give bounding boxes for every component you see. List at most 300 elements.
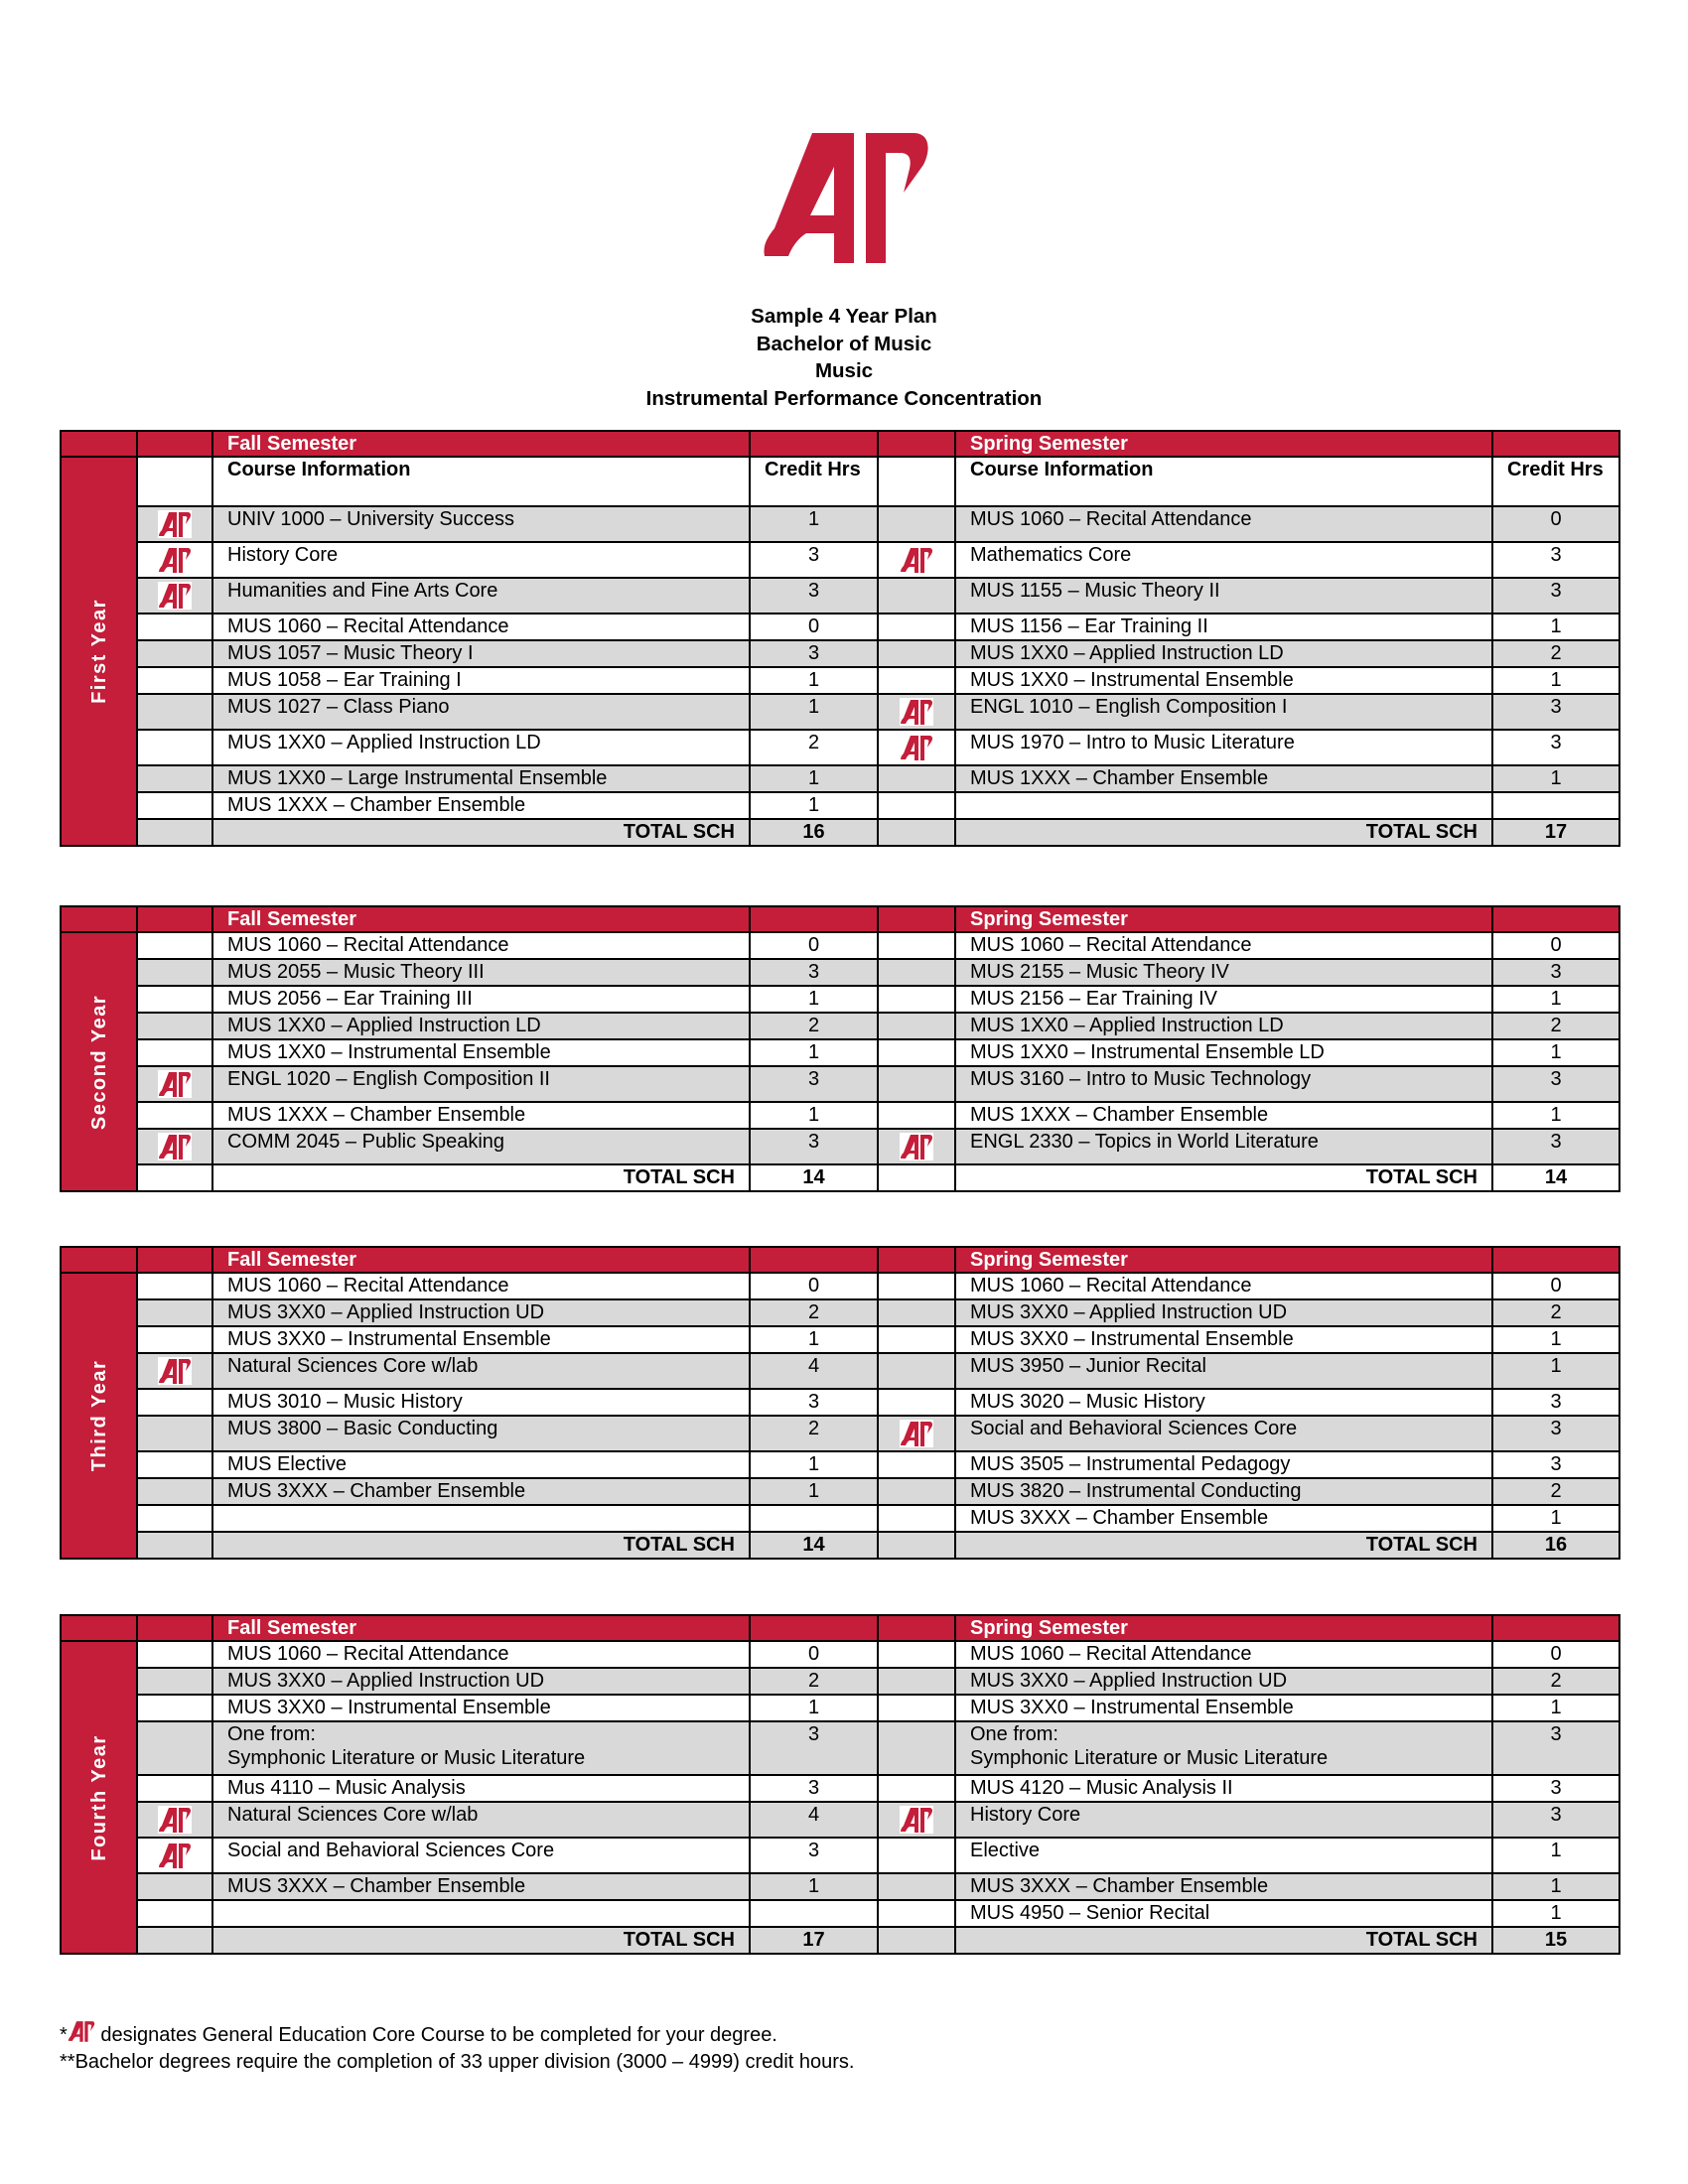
spring-course-credits: 3	[1492, 1775, 1619, 1802]
spring-course-name: MUS 1XX0 – Applied Instruction LD	[955, 640, 1492, 667]
fall-core-indicator-cell	[137, 578, 212, 614]
fall-course-name: MUS 1XX0 – Large Instrumental Ensemble	[212, 765, 750, 792]
fall-course-info-header: Course Information	[212, 457, 750, 506]
spring-course-name: ENGL 1010 – English Composition I	[955, 694, 1492, 730]
fall-total-credits: 14	[750, 1164, 878, 1191]
spring-core-indicator-cell	[878, 1641, 955, 1668]
spring-course-name: MUS 1970 – Intro to Music Literature	[955, 730, 1492, 765]
spring-course-name: MUS 1060 – Recital Attendance	[955, 1273, 1492, 1299]
fall-core-indicator-cell	[137, 1775, 212, 1802]
spring-course-name: MUS 3XXX – Chamber Ensemble	[955, 1873, 1492, 1900]
course-row	[61, 542, 1619, 578]
course-row	[61, 765, 1619, 792]
fall-icon-col-header	[137, 457, 212, 506]
spring-core-indicator-cell	[878, 1039, 955, 1066]
fall-credit-header-cell	[750, 1247, 878, 1273]
spring-course-credits: 3	[1492, 730, 1619, 765]
fall-core-indicator-cell	[137, 640, 212, 667]
fall-total-credits: 14	[750, 1532, 878, 1559]
fall-course-name: MUS 1058 – Ear Training I	[212, 667, 750, 694]
fall-course-name: MUS 3800 – Basic Conducting	[212, 1416, 750, 1451]
spring-core-indicator-cell	[878, 1273, 955, 1299]
ap-core-icon	[158, 1842, 192, 1869]
ap-core-icon	[158, 546, 192, 574]
fall-course-credits: 0	[750, 1641, 878, 1668]
course-row	[61, 1838, 1619, 1873]
spring-course-name: Social and Behavioral Sciences Core	[955, 1416, 1492, 1451]
fall-core-indicator-cell	[137, 1695, 212, 1721]
ap-core-icon	[900, 1806, 933, 1834]
course-row	[61, 730, 1619, 765]
spring-total-label: TOTAL SCH	[955, 1164, 1492, 1191]
course-row	[61, 1721, 1619, 1775]
footnote-core-text: designates General Education Core Course to be completed for your degree.	[94, 2024, 777, 2046]
fall-course-name: MUS 1060 – Recital Attendance	[212, 1273, 750, 1299]
fall-course-name: MUS 1060 – Recital Attendance	[212, 614, 750, 640]
course-row	[61, 694, 1619, 730]
fall-core-indicator-cell	[137, 694, 212, 730]
spring-course-name: MUS 3XX0 – Instrumental Ensemble	[955, 1326, 1492, 1353]
year-table-4	[60, 1614, 1620, 1955]
fall-core-indicator-cell	[137, 1039, 212, 1066]
spring-semester-title: Spring Semester	[955, 431, 1492, 457]
spring-course-name: MUS 4120 – Music Analysis II	[955, 1775, 1492, 1802]
total-row	[61, 819, 1619, 846]
course-name-line-1: One from:	[227, 1723, 316, 1745]
fall-total-icon-cell	[137, 1532, 212, 1559]
fall-semester-title: Fall Semester	[212, 1247, 750, 1273]
course-row	[61, 1299, 1619, 1326]
spring-course-credits: 3	[1492, 1802, 1619, 1838]
spring-course-credits: 1	[1492, 986, 1619, 1013]
fall-course-credits: 1	[750, 1451, 878, 1478]
fall-core-indicator-cell	[137, 1102, 212, 1129]
spring-core-indicator-cell	[878, 1478, 955, 1505]
spring-total-label: TOTAL SCH	[955, 819, 1492, 846]
spring-total-credits: 17	[1492, 819, 1619, 846]
spring-core-indicator-cell	[878, 986, 955, 1013]
fall-course-name: MUS 1XXX – Chamber Ensemble	[212, 1102, 750, 1129]
total-row	[61, 1164, 1619, 1191]
document-title-block	[0, 303, 1688, 412]
spring-course-name: MUS 3820 – Instrumental Conducting	[955, 1478, 1492, 1505]
ap-core-icon	[158, 1070, 192, 1098]
spring-course-name: MUS 1155 – Music Theory II	[955, 578, 1492, 614]
spring-course-name: MUS 3XX0 – Applied Instruction UD	[955, 1299, 1492, 1326]
fall-total-icon-cell	[137, 1927, 212, 1954]
spring-total-icon-cell	[878, 1164, 955, 1191]
fall-course-credits	[750, 1900, 878, 1927]
course-row	[61, 1668, 1619, 1695]
spring-course-name: MUS 3XX0 – Applied Instruction UD	[955, 1668, 1492, 1695]
spring-course-credits: 1	[1492, 1102, 1619, 1129]
spring-total-label: TOTAL SCH	[955, 1927, 1492, 1954]
fall-core-indicator-cell	[137, 1326, 212, 1353]
fall-course-name: MUS 3XX0 – Applied Instruction UD	[212, 1668, 750, 1695]
footnote-upper-division: **Bachelor degrees require the completion of 33 upper division (3000 – 4999) credit hours.	[60, 2051, 855, 2073]
fall-icon-header-cell	[137, 906, 212, 932]
spring-credit-header-cell	[1492, 906, 1619, 932]
year-header-cell	[61, 1247, 137, 1273]
course-row	[61, 1900, 1619, 1927]
spring-course-name: MUS 3020 – Music History	[955, 1389, 1492, 1416]
spring-course-credits: 2	[1492, 1478, 1619, 1505]
fall-core-indicator-cell	[137, 1299, 212, 1326]
fall-core-indicator-cell	[137, 1900, 212, 1927]
spring-core-indicator-cell	[878, 730, 955, 765]
fall-course-name: Social and Behavioral Sciences Core	[212, 1838, 750, 1873]
fall-course-credits: 2	[750, 730, 878, 765]
ap-core-icon	[158, 1357, 192, 1385]
spring-core-indicator-cell	[878, 1451, 955, 1478]
spring-course-name: ENGL 2330 – Topics in World Literature	[955, 1129, 1492, 1164]
course-row	[61, 986, 1619, 1013]
spring-course-credits: 0	[1492, 932, 1619, 959]
fall-core-indicator-cell	[137, 667, 212, 694]
fall-core-indicator-cell	[137, 1478, 212, 1505]
fall-course-credits: 2	[750, 1416, 878, 1451]
fall-course-name	[212, 1721, 750, 1775]
spring-core-indicator-cell	[878, 1129, 955, 1164]
fall-core-indicator-cell	[137, 959, 212, 986]
fall-course-credits: 1	[750, 792, 878, 819]
spring-course-credits: 0	[1492, 506, 1619, 542]
fall-course-name: MUS 1XX0 – Applied Instruction LD	[212, 730, 750, 765]
fall-core-indicator-cell	[137, 1838, 212, 1873]
spring-course-name: MUS 3XXX – Chamber Ensemble	[955, 1505, 1492, 1532]
fall-course-name: MUS 3XX0 – Applied Instruction UD	[212, 1299, 750, 1326]
fall-course-credits: 1	[750, 667, 878, 694]
spring-course-name: Elective	[955, 1838, 1492, 1873]
total-row	[61, 1532, 1619, 1559]
spring-course-name: MUS 3160 – Intro to Music Technology	[955, 1066, 1492, 1102]
course-row	[61, 1695, 1619, 1721]
spring-core-indicator-cell	[878, 614, 955, 640]
course-row	[61, 1802, 1619, 1838]
spring-total-icon-cell	[878, 819, 955, 846]
fall-course-credits: 0	[750, 614, 878, 640]
fall-total-credits: 16	[750, 819, 878, 846]
spring-icon-header-cell	[878, 1615, 955, 1641]
spring-course-credits: 1	[1492, 1505, 1619, 1532]
spring-total-credits: 16	[1492, 1532, 1619, 1559]
spring-total-icon-cell	[878, 1532, 955, 1559]
fall-course-name: Natural Sciences Core w/lab	[212, 1802, 750, 1838]
spring-core-indicator-cell	[878, 506, 955, 542]
fall-core-indicator-cell	[137, 730, 212, 765]
fall-course-name: MUS 1060 – Recital Attendance	[212, 932, 750, 959]
spring-course-credits: 1	[1492, 1695, 1619, 1721]
fall-total-label: TOTAL SCH	[212, 819, 750, 846]
spring-core-indicator-cell	[878, 1299, 955, 1326]
spring-credit-hrs-header: Credit Hrs	[1492, 457, 1619, 506]
course-row	[61, 667, 1619, 694]
fall-core-indicator-cell	[137, 506, 212, 542]
fall-course-credits: 0	[750, 1273, 878, 1299]
spring-core-indicator-cell	[878, 694, 955, 730]
fall-course-name: COMM 2045 – Public Speaking	[212, 1129, 750, 1164]
fall-course-credits: 1	[750, 986, 878, 1013]
spring-course-credits: 1	[1492, 614, 1619, 640]
spring-credit-header-cell	[1492, 1615, 1619, 1641]
fall-course-credits: 4	[750, 1802, 878, 1838]
spring-course-credits: 1	[1492, 1900, 1619, 1927]
fall-course-name: MUS 1027 – Class Piano	[212, 694, 750, 730]
fall-course-name: Humanities and Fine Arts Core	[212, 578, 750, 614]
ap-core-icon	[900, 546, 933, 574]
fall-course-credits: 1	[750, 1102, 878, 1129]
year-header-cell	[61, 1615, 137, 1641]
fall-core-indicator-cell	[137, 1505, 212, 1532]
fall-course-credits: 3	[750, 1838, 878, 1873]
fall-course-credits: 1	[750, 694, 878, 730]
spring-course-credits: 3	[1492, 1389, 1619, 1416]
footnote-asterisk: *	[60, 2024, 68, 2046]
spring-core-indicator-cell	[878, 640, 955, 667]
spring-core-indicator-cell	[878, 1353, 955, 1389]
year-table-1	[60, 430, 1620, 847]
fall-course-credits: 3	[750, 1066, 878, 1102]
spring-course-credits: 1	[1492, 1326, 1619, 1353]
fall-course-name	[212, 1900, 750, 1927]
title-line-2: Bachelor of Music	[756, 332, 932, 355]
fall-core-indicator-cell	[137, 1668, 212, 1695]
course-row	[61, 932, 1619, 959]
spring-credit-header-cell	[1492, 431, 1619, 457]
fall-course-credits: 1	[750, 1695, 878, 1721]
course-row	[61, 1102, 1619, 1129]
fall-course-name: MUS 2055 – Music Theory III	[212, 959, 750, 986]
fall-total-label: TOTAL SCH	[212, 1927, 750, 1954]
spring-course-credits: 3	[1492, 1066, 1619, 1102]
fall-course-name: MUS 3XX0 – Instrumental Ensemble	[212, 1695, 750, 1721]
fall-total-label: TOTAL SCH	[212, 1532, 750, 1559]
fall-core-indicator-cell	[137, 932, 212, 959]
fall-core-indicator-cell	[137, 1129, 212, 1164]
fall-course-credits: 3	[750, 1389, 878, 1416]
year-label-cell	[61, 457, 137, 846]
ap-core-icon	[900, 1420, 933, 1447]
fall-course-name: ENGL 1020 – English Composition II	[212, 1066, 750, 1102]
fall-course-credits: 1	[750, 1873, 878, 1900]
ap-core-icon	[158, 582, 192, 610]
course-row	[61, 1873, 1619, 1900]
course-name-line-1: One from:	[970, 1723, 1058, 1745]
spring-core-indicator-cell	[878, 1721, 955, 1775]
year-label-cell	[61, 1273, 137, 1559]
spring-icon-col-header	[878, 457, 955, 506]
spring-course-name: MUS 1060 – Recital Attendance	[955, 1641, 1492, 1668]
fall-core-indicator-cell	[137, 1389, 212, 1416]
spring-icon-header-cell	[878, 906, 955, 932]
fall-course-name: MUS 3XXX – Chamber Ensemble	[212, 1873, 750, 1900]
fall-course-credits: 3	[750, 578, 878, 614]
fall-course-name: MUS 3XXX – Chamber Ensemble	[212, 1478, 750, 1505]
course-row	[61, 959, 1619, 986]
course-row	[61, 1273, 1619, 1299]
ap-core-icon	[158, 1133, 192, 1160]
spring-course-credits: 3	[1492, 1451, 1619, 1478]
spring-course-credits: 2	[1492, 1013, 1619, 1039]
spring-course-credits: 1	[1492, 667, 1619, 694]
fall-total-label: TOTAL SCH	[212, 1164, 750, 1191]
spring-total-credits: 14	[1492, 1164, 1619, 1191]
fall-icon-header-cell	[137, 1615, 212, 1641]
spring-core-indicator-cell	[878, 765, 955, 792]
year-label: Second Year	[87, 994, 110, 1130]
spring-course-credits: 1	[1492, 1353, 1619, 1389]
year-table-2	[60, 905, 1620, 1192]
fall-course-credits: 1	[750, 1478, 878, 1505]
spring-total-icon-cell	[878, 1927, 955, 1954]
spring-course-name: Mathematics Core	[955, 542, 1492, 578]
spring-course-credits: 3	[1492, 578, 1619, 614]
ap-logo-icon	[755, 119, 933, 263]
spring-total-credits: 15	[1492, 1927, 1619, 1954]
fall-core-indicator-cell	[137, 1802, 212, 1838]
fall-total-icon-cell	[137, 819, 212, 846]
fall-core-indicator-cell	[137, 614, 212, 640]
course-row	[61, 578, 1619, 614]
spring-course-name: MUS 2155 – Music Theory IV	[955, 959, 1492, 986]
ap-core-icon	[158, 1806, 192, 1834]
spring-core-indicator-cell	[878, 1838, 955, 1873]
spring-course-credits: 2	[1492, 1299, 1619, 1326]
spring-course-credits: 2	[1492, 640, 1619, 667]
fall-credit-hrs-header: Credit Hrs	[750, 457, 878, 506]
spring-icon-header-cell	[878, 1247, 955, 1273]
course-row	[61, 1389, 1619, 1416]
spring-course-credits: 3	[1492, 1416, 1619, 1451]
course-row	[61, 640, 1619, 667]
fall-course-credits: 0	[750, 932, 878, 959]
course-row	[61, 792, 1619, 819]
fall-course-name: History Core	[212, 542, 750, 578]
footnote-core	[60, 2019, 855, 2049]
spring-core-indicator-cell	[878, 1873, 955, 1900]
ap-core-icon	[900, 734, 933, 761]
semester-header-row	[61, 1247, 1619, 1273]
fall-core-indicator-cell	[137, 1013, 212, 1039]
title-line-1: Sample 4 Year Plan	[751, 305, 937, 328]
spring-core-indicator-cell	[878, 1505, 955, 1532]
spring-course-name	[955, 792, 1492, 819]
spring-course-credits: 3	[1492, 694, 1619, 730]
course-row	[61, 1505, 1619, 1532]
course-row	[61, 1775, 1619, 1802]
fall-credit-header-cell	[750, 431, 878, 457]
course-row	[61, 1641, 1619, 1668]
spring-core-indicator-cell	[878, 1802, 955, 1838]
spring-course-name: MUS 1XX0 – Applied Instruction LD	[955, 1013, 1492, 1039]
course-name-line-2: Symphonic Literature or Music Literature	[227, 1747, 586, 1769]
apsu-logo	[755, 119, 933, 263]
semester-header-row	[61, 906, 1619, 932]
spring-credit-header-cell	[1492, 1247, 1619, 1273]
spring-course-name: MUS 1XXX – Chamber Ensemble	[955, 1102, 1492, 1129]
spring-icon-header-cell	[878, 431, 955, 457]
ap-core-icon	[68, 2019, 95, 2043]
course-row	[61, 1416, 1619, 1451]
spring-course-name: MUS 1060 – Recital Attendance	[955, 932, 1492, 959]
column-header-row	[61, 457, 1619, 506]
course-row	[61, 1478, 1619, 1505]
footnotes	[60, 2019, 855, 2076]
fall-core-indicator-cell	[137, 1416, 212, 1451]
fall-course-name: MUS 1XX0 – Applied Instruction LD	[212, 1013, 750, 1039]
fall-course-credits: 3	[750, 1129, 878, 1164]
year-header-cell	[61, 906, 137, 932]
fall-course-name: MUS 1057 – Music Theory I	[212, 640, 750, 667]
fall-course-credits	[750, 1505, 878, 1532]
fall-course-name: Mus 4110 – Music Analysis	[212, 1775, 750, 1802]
total-row	[61, 1927, 1619, 1954]
spring-course-credits: 3	[1492, 542, 1619, 578]
spring-course-name: MUS 1060 – Recital Attendance	[955, 506, 1492, 542]
fall-course-name: MUS 3XX0 – Instrumental Ensemble	[212, 1326, 750, 1353]
semester-header-row	[61, 1615, 1619, 1641]
course-row	[61, 1066, 1619, 1102]
fall-core-indicator-cell	[137, 542, 212, 578]
spring-core-indicator-cell	[878, 1326, 955, 1353]
fall-core-indicator-cell	[137, 1353, 212, 1389]
year-header-cell	[61, 431, 137, 457]
ap-core-icon	[158, 510, 192, 538]
fall-core-indicator-cell	[137, 1721, 212, 1775]
spring-core-indicator-cell	[878, 1102, 955, 1129]
spring-course-credits	[1492, 792, 1619, 819]
course-row	[61, 614, 1619, 640]
fall-course-name: MUS Elective	[212, 1451, 750, 1478]
spring-course-credits: 3	[1492, 959, 1619, 986]
spring-course-name: MUS 3950 – Junior Recital	[955, 1353, 1492, 1389]
fall-course-credits: 3	[750, 959, 878, 986]
spring-core-indicator-cell	[878, 1066, 955, 1102]
fall-core-indicator-cell	[137, 1873, 212, 1900]
spring-course-credits: 1	[1492, 1039, 1619, 1066]
title-line-4: Instrumental Performance Concentration	[645, 386, 1043, 410]
spring-core-indicator-cell	[878, 1416, 955, 1451]
spring-core-indicator-cell	[878, 959, 955, 986]
fall-icon-header-cell	[137, 431, 212, 457]
fall-core-indicator-cell	[137, 792, 212, 819]
year-label-cell	[61, 932, 137, 1191]
course-row	[61, 1013, 1619, 1039]
fall-course-name: MUS 1060 – Recital Attendance	[212, 1641, 750, 1668]
fall-core-indicator-cell	[137, 1273, 212, 1299]
spring-core-indicator-cell	[878, 667, 955, 694]
spring-core-indicator-cell	[878, 542, 955, 578]
spring-course-credits: 3	[1492, 1129, 1619, 1164]
course-row	[61, 1039, 1619, 1066]
fall-course-credits: 1	[750, 1326, 878, 1353]
fall-course-name: MUS 1XXX – Chamber Ensemble	[212, 792, 750, 819]
spring-course-credits: 0	[1492, 1273, 1619, 1299]
fall-semester-title: Fall Semester	[212, 1615, 750, 1641]
year-label: Fourth Year	[87, 1733, 110, 1861]
spring-core-indicator-cell	[878, 932, 955, 959]
spring-course-credits: 1	[1492, 765, 1619, 792]
spring-course-name: MUS 4950 – Senior Recital	[955, 1900, 1492, 1927]
spring-course-name: MUS 2156 – Ear Training IV	[955, 986, 1492, 1013]
spring-course-name: MUS 3505 – Instrumental Pedagogy	[955, 1451, 1492, 1478]
year-table-3	[60, 1246, 1620, 1560]
fall-course-name	[212, 1505, 750, 1532]
fall-course-credits: 2	[750, 1299, 878, 1326]
spring-course-credits: 0	[1492, 1641, 1619, 1668]
fall-credit-header-cell	[750, 906, 878, 932]
fall-course-name: UNIV 1000 – University Success	[212, 506, 750, 542]
